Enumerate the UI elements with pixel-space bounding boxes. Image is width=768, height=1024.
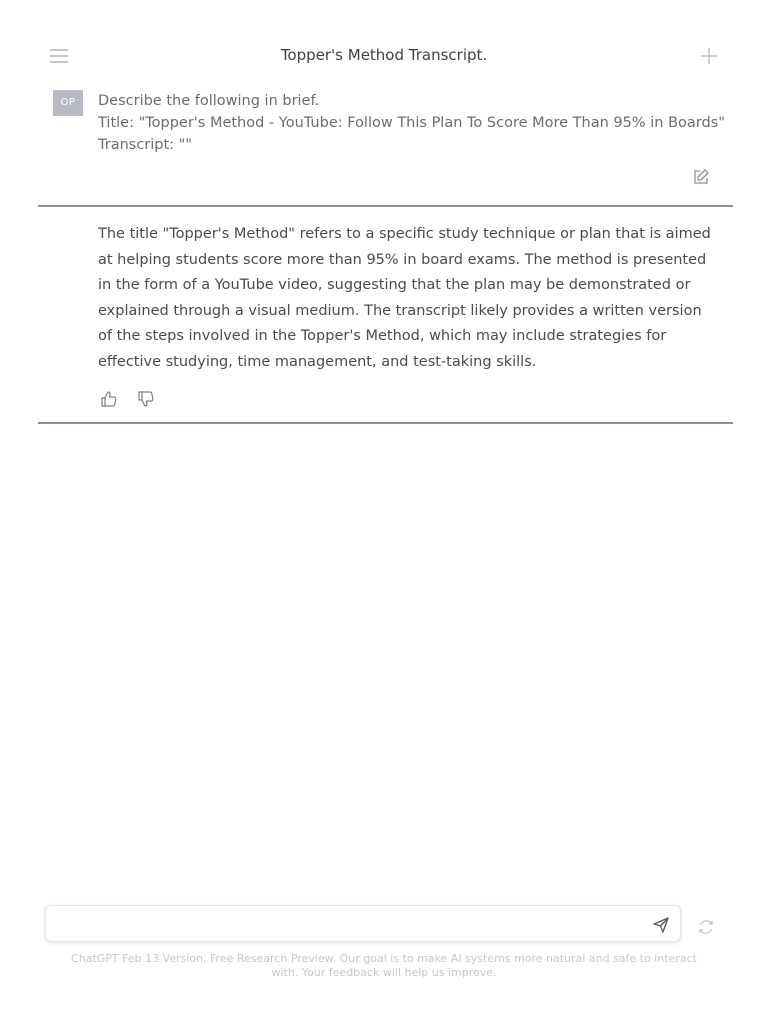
regenerate-button[interactable]: [697, 918, 715, 936]
edit-message-button[interactable]: [692, 168, 710, 186]
assistant-message-text: The title "Topper's Method" refers to a specific study technique or plan that is aimed at helping students score more than 95% in board exams. The method is presented in the form of a YouTube video, suggesting that the plan may be demonstrated or explained through a visual medium. The transcript likely provides a written version of the steps involved in the Topper's Method, which may include strategies for effective studying, time management, and test-taking skills.: [98, 226, 711, 370]
user-message-line: Transcript: "": [98, 137, 193, 153]
footer-disclaimer: ChatGPT Feb 13 Version. Free Research Preview. Our goal is to make AI systems more natural and safe to interact with. Your feedback will help us improve.: [71, 952, 697, 979]
thumbs-down-icon: [137, 390, 155, 408]
thumbs-down-button[interactable]: [137, 390, 155, 408]
message-input[interactable]: [58, 912, 642, 938]
message-divider: [38, 422, 733, 424]
user-message: [38, 82, 733, 206]
plus-icon: [698, 45, 720, 67]
user-message-text: [98, 90, 728, 156]
message-composer: [45, 905, 681, 942]
message-divider: [38, 205, 733, 207]
user-message-line: Describe the following in brief.: [98, 93, 320, 109]
send-button[interactable]: [652, 916, 670, 934]
edit-icon: [692, 168, 710, 186]
assistant-message: [38, 208, 733, 422]
thumbs-up-icon: [100, 390, 118, 408]
refresh-icon: [697, 918, 715, 936]
user-message-line: Title: "Topper's Method - YouTube: Follow This Plan To Score More Than 95% in Boards": [98, 115, 725, 131]
avatar: OP: [53, 90, 83, 116]
feedback-buttons: [100, 388, 169, 408]
page-title: Topper's Method Transcript.: [280, 46, 488, 64]
send-icon: [652, 916, 670, 934]
thumbs-up-button[interactable]: [100, 390, 118, 408]
new-chat-button[interactable]: [698, 45, 720, 67]
